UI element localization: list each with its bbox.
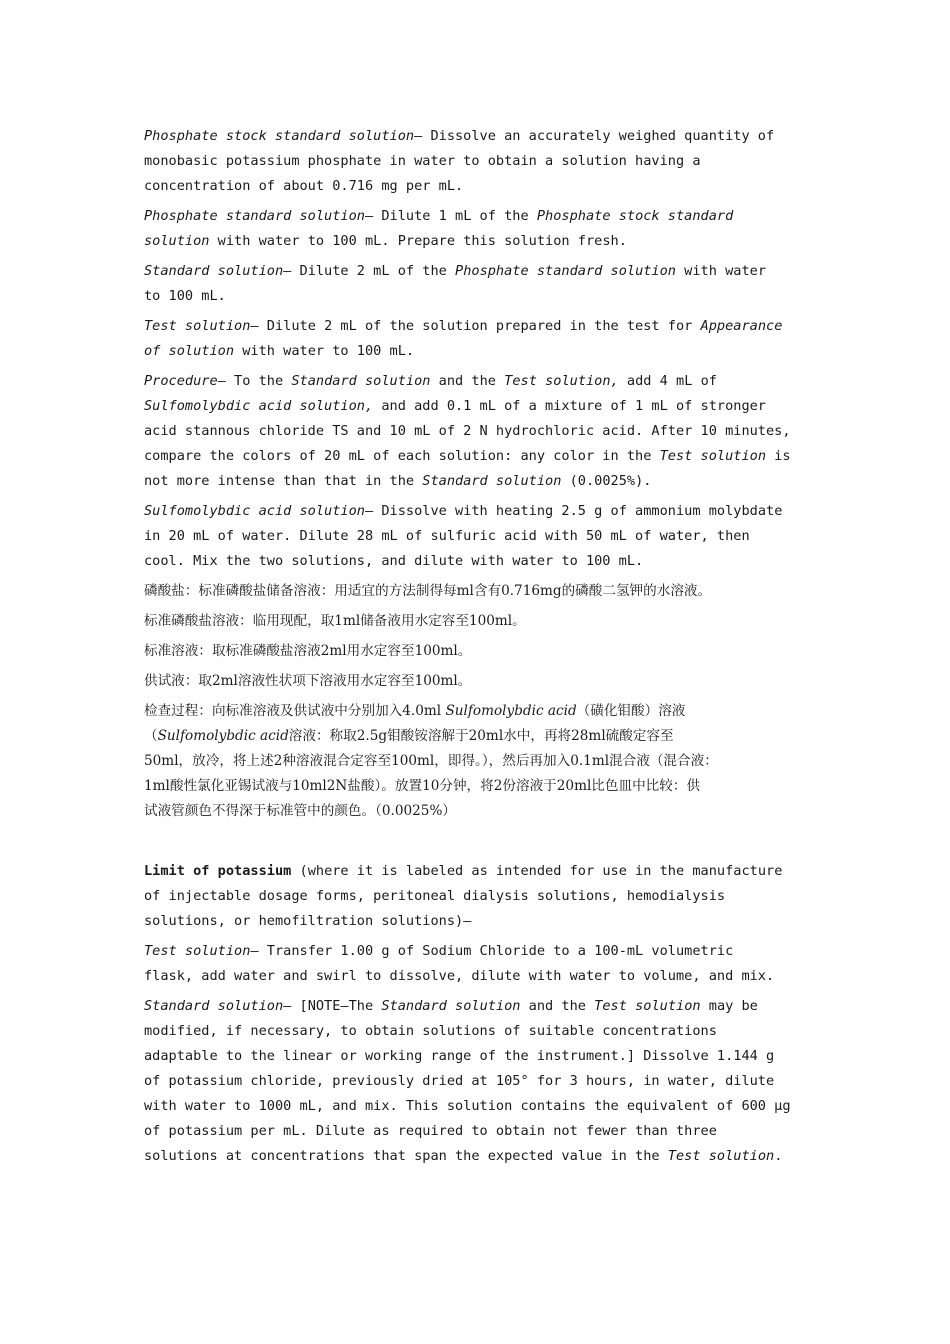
term: Procedure [144, 373, 218, 389]
line: 标准溶液：取标准磷酸盐溶液2ml用水定容至100ml。 [144, 643, 472, 659]
term: of solution [144, 343, 235, 359]
text: . [774, 1148, 783, 1164]
zh-standard-solution-paragraph [144, 639, 824, 664]
line: of potassium per mL. Dilute as required to obtain not fewer than three [144, 1123, 717, 1139]
potassium-test-solution-paragraph [144, 939, 824, 989]
line [144, 259, 824, 284]
zh-procedure-paragraph [144, 699, 824, 824]
text: (0.0025%). [561, 473, 652, 489]
term: Standard solution [291, 373, 431, 389]
line [144, 394, 824, 419]
line: with water to 1000 mL, and mix. This solution contains the equivalent of 600 µg [144, 1098, 791, 1114]
term: Sulfomolybdic acid solution [144, 503, 365, 519]
line: in 20 mL of water. Dilute 28 mL of sulfuric acid with 50 mL of water, then [144, 528, 750, 544]
term: Test solution [594, 998, 701, 1014]
line [144, 124, 824, 149]
line: modified, if necessary, to obtain solutions of suitable concentrations [144, 1023, 717, 1039]
line: solutions, or hemofiltration solutions)— [144, 913, 472, 929]
line [144, 469, 824, 494]
term: Phosphate standard solution [455, 263, 676, 279]
line: concentration of about 0.716 mg per mL. [144, 178, 464, 194]
line: of injectable dosage forms, peritoneal dialysis solutions, hemodialysis [144, 888, 726, 904]
line [144, 229, 824, 254]
line: 标准磷酸盐溶液：临用现配，取1ml储备液用水定容至100ml。 [144, 613, 526, 629]
text: 溶液：称取2.5g钼酸铵溶解于20ml水中，再将28ml硫酸定容至 [288, 728, 674, 744]
line [144, 369, 824, 394]
text: is [766, 448, 791, 464]
text: — Dilute 1 mL of the [364, 208, 537, 224]
line: acid stannous chloride TS and 10 mL of 2 N hydrochloric acid. After 10 minutes, [144, 423, 791, 439]
text: — Dissolve an accurately weighed quantity of [414, 128, 775, 144]
text: add 4 mL of [618, 373, 717, 389]
line: monobasic potassium phosphate in water to obtain a solution having a [144, 153, 701, 169]
line [144, 204, 824, 229]
line [144, 339, 824, 364]
phosphate-standard-paragraph [144, 204, 824, 254]
text: （磺化钼酸）溶液 [576, 703, 686, 719]
line: cool. Mix the two solutions, and dilute with water to 100 mL. [144, 553, 644, 569]
zh-standard-phosphate-paragraph [144, 609, 824, 634]
text: may be [700, 998, 758, 1014]
potassium-standard-solution-paragraph [144, 994, 824, 1169]
text: （ [144, 728, 158, 744]
term: Test solution [667, 1148, 775, 1164]
line [144, 1144, 824, 1169]
line: to 100 mL. [144, 288, 226, 304]
document-page [144, 124, 824, 1174]
text: — Dissolve with heating 2.5 g of ammonium molybdate [364, 503, 783, 519]
text: with water [676, 263, 767, 279]
term: Phosphate stock standard [536, 208, 734, 224]
section-heading: Limit of potassium [144, 863, 292, 879]
sulfomolybdic-acid-paragraph [144, 499, 824, 574]
term: solution [144, 233, 210, 249]
phosphate-stock-standard-paragraph [144, 124, 824, 199]
line: adaptable to the linear or working range of the instrument.] Dissolve 1.144 g [144, 1048, 775, 1064]
line: flask, add water and swirl to dissolve, dilute with water to volume, and mix. [144, 968, 775, 984]
line [144, 724, 824, 749]
text: with water to 100 mL. Prepare this solution fresh. [209, 233, 627, 249]
line [144, 444, 824, 469]
line: 1ml酸性氯化亚锡试液与10ml2N盐酸）。放置10分钟，将2份溶液于20ml比色皿中比较：供 [144, 778, 701, 794]
term: Test solution [659, 448, 767, 464]
line [144, 499, 824, 524]
text: and add 0.1 mL of a mixture of 1 mL of stronger [373, 398, 766, 414]
text: — Dilute 2 mL of the solution prepared in the test for [250, 318, 701, 334]
text: and the [430, 373, 505, 389]
term: Test solution, [504, 373, 619, 389]
section-spacer [144, 829, 824, 859]
term: Phosphate stock standard solution [144, 128, 415, 144]
line [144, 699, 824, 724]
line [144, 939, 824, 964]
text: — Transfer 1.00 g of Sodium Chloride to a 100-mL volumetric [250, 943, 734, 959]
line: 50ml，放冷，将上述2种溶液混合定容至100ml，即得。），然后再加入0.1ml混合液（混合液： [144, 753, 718, 769]
text: — [NOTE—The [283, 998, 382, 1014]
text: not more intense than that in the [144, 473, 423, 489]
line: 磷酸盐：标准磷酸盐储备溶液：用适宜的方法制得每ml含有0.716mg的磷酸二氢钾的水溶液。 [144, 583, 712, 599]
term: Sulfomolybdic acid [157, 728, 289, 744]
text: (where it is labeled as intended for use in the manufacture [291, 863, 783, 879]
zh-test-solution-paragraph [144, 669, 824, 694]
text: solutions at concentrations that span the expected value in the [144, 1148, 668, 1164]
line [144, 314, 824, 339]
term: Phosphate standard solution [144, 208, 365, 224]
standard-solution-paragraph [144, 259, 824, 309]
limit-of-potassium-paragraph [144, 859, 824, 934]
text: with water to 100 mL. [234, 343, 415, 359]
test-solution-paragraph [144, 314, 824, 364]
term: Sulfomolybdic acid [445, 703, 577, 719]
text: — Dilute 2 mL of the [283, 263, 456, 279]
line [144, 994, 824, 1019]
term: Standard solution [144, 998, 284, 1014]
text: 检查过程：向标准溶液及供试液中分别加入4.0ml [144, 703, 446, 719]
term: Test solution [144, 943, 251, 959]
term: Standard solution [144, 263, 284, 279]
line [144, 859, 824, 884]
term: Standard solution [422, 473, 562, 489]
line: 试液管颜色不得深于标准管中的颜色。（0.0025%） [144, 803, 456, 819]
term: Appearance [700, 318, 783, 334]
line: of potassium chloride, previously dried at 105° for 3 hours, in water, dilute [144, 1073, 775, 1089]
term: Standard solution [381, 998, 521, 1014]
term: Test solution [144, 318, 251, 334]
text: compare the colors of 20 mL of each solution: any color in the [144, 448, 660, 464]
line: 供试液：取2ml溶液性状项下溶液用水定容至100ml。 [144, 673, 472, 689]
text: and the [520, 998, 595, 1014]
procedure-paragraph [144, 369, 824, 494]
text: — To the [217, 373, 292, 389]
term: Sulfomolybdic acid solution, [144, 398, 374, 414]
zh-phosphate-paragraph [144, 579, 824, 604]
